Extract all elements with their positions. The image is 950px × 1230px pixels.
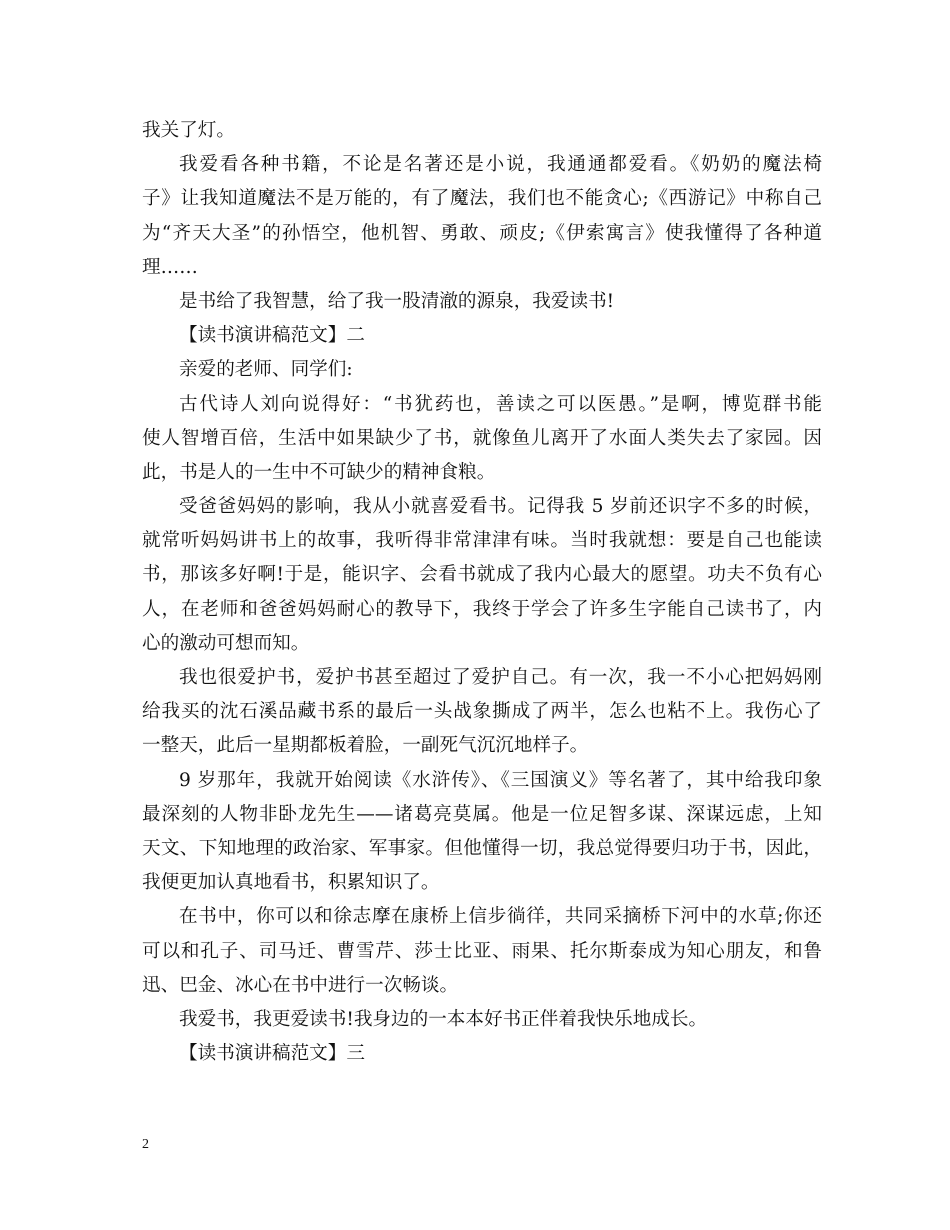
text-line: 古代诗人刘向说得好：“书犹药也，善读之可以医愚。”是啊，博览群书能 [179,393,822,415]
text-line: 最深刻的人物非卧龙先生——诸葛亮莫属。他是一位足智多谋、深谋远虑，上知 [142,803,822,825]
text-line: 理…… [142,256,198,278]
text-line: 我也很爱护书，爱护书甚至超过了爱护自己。有一次，我一不小心把妈妈刚 [179,667,822,688]
text-line: 在书中，你可以和徐志摩在康桥上信步徜徉，共同采摘桥下河中的水草;你还 [179,906,822,928]
page-number: 2 [142,1137,149,1152]
text-line: 可以和孔子、司马迁、曹雪芹、莎士比亚、雨果、托尔斯泰成为知心朋友，和鲁 [142,940,822,962]
text-line: 天文、下知地理的政治家、军事家。但他懂得一切，我总觉得要归功于书，因此， [142,837,822,859]
text-line: 迅、巴金、冰心在书中进行一次畅谈。 [142,974,459,996]
text-line: 就常听妈妈讲书上的故事，我听得非常津津有味。当时我就想：要是自己也能读 [142,530,822,552]
text-line: 书，那该多好啊!于是，能识字、会看书就成了我内心最大的愿望。功夫不负有心 [142,564,822,586]
text-line: 是书给了我智慧，给了我一股清澈的源泉，我爱读书! [179,290,615,312]
text-line: 我爱看各种书籍，不论是名著还是小说，我通通都爱看。《奶奶的魔法椅 [179,154,822,176]
text-line: 9 岁那年，我就开始阅读《水浒传》、《三国演义》等名著了，其中给我印象 [179,769,822,791]
text-line: 给我买的沈石溪品藏书系的最后一头战象撕成了两半，怎么也粘不上。我伤心了 [142,701,822,723]
salutation: 亲爱的老师、同学们: [179,359,353,381]
section-heading: 【读书演讲稿范文】二 [179,325,365,347]
text-line: 心的激动可想而知。 [142,632,310,654]
section-heading: 【读书演讲稿范文】三 [179,1043,365,1065]
text-line: 受爸爸妈妈的影响，我从小就喜爱看书。记得我 5 岁前还识字不多的时候， [179,496,822,518]
text-line: 一整天，此后一星期都板着脸，一副死气沉沉地样子。 [142,735,589,757]
text-line: 我爱书，我更爱读书!我身边的一本本好书正伴着我快乐地成长。 [179,1008,708,1030]
text-line: 此，书是人的一生中不可缺少的精神食粮。 [142,461,496,483]
text-line: 使人智增百倍，生活中如果缺少了书，就像鱼儿离开了水面人类失去了家园。因 [142,427,822,449]
document-body [142,114,822,1071]
text-line: 我便更加认真地看书，积累知识了。 [142,872,440,894]
text-line: 子》让我知道魔法不是万能的，有了魔法，我们也不能贪心;《西游记》中称自己 [142,188,822,210]
text-line: 人，在老师和爸爸妈妈耐心的教导下，我终于学会了许多生字能自己读书了，内 [142,598,822,620]
text-line: 我关了灯。 [142,120,235,141]
text-line: 为“齐天大圣”的孙悟空，他机智、勇敢、顽皮;《伊索寓言》使我懂得了各种道 [142,222,822,244]
